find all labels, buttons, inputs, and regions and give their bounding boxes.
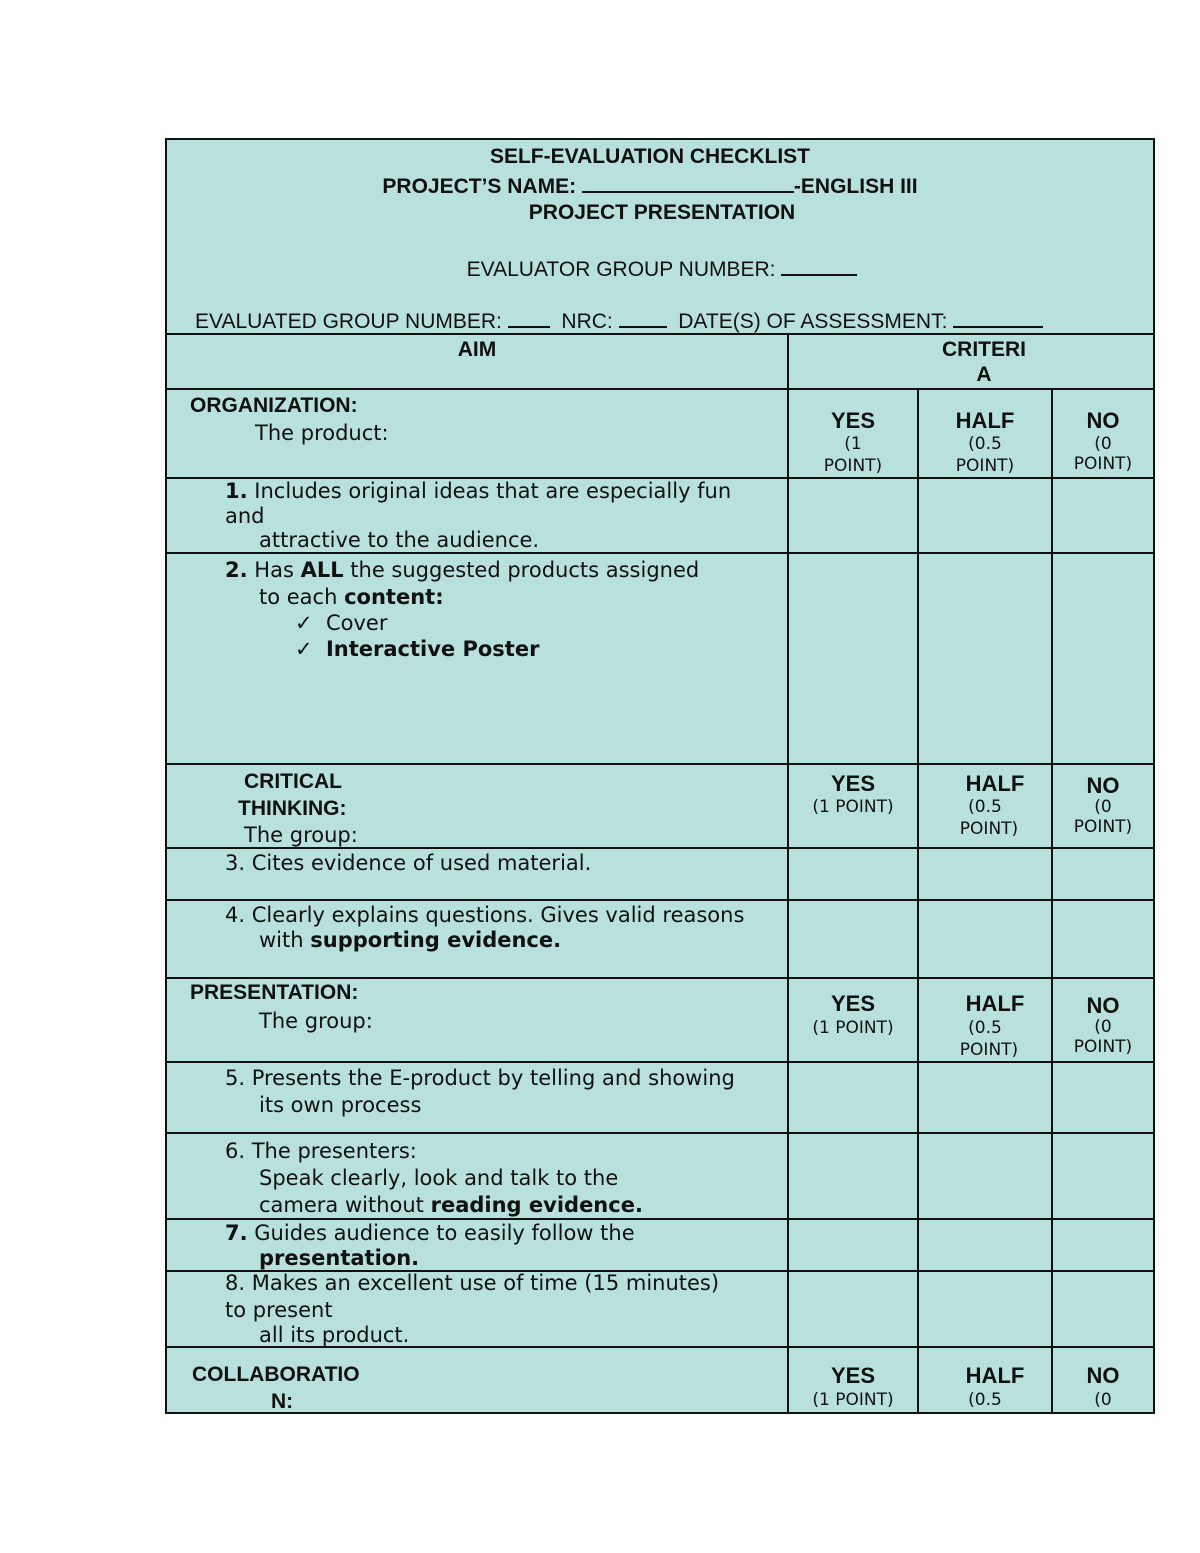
document-subtitle: PROJECT PRESENTATION [528,201,796,224]
checklist-table [165,138,1155,1414]
critical-thinking-title-wrap: THINKING: [238,797,347,820]
presentation-subject: The group: [259,1009,373,1033]
critical-thinking-title: CRITICAL [244,770,342,793]
evaluator-group-line: EVALUATOR GROUP NUMBER: [167,256,1157,283]
criterion-7: 7. Guides audience to easily follow the [225,1221,635,1245]
criterion-3: 3. Cites evidence of used material. [225,851,592,875]
criteria-heading: CRITERI [942,338,1026,361]
presentation-title: PRESENTATION: [190,981,359,1004]
criterion-1: 1. Includes original ideas that are especially fun [225,479,732,503]
half-points: POINT) [959,819,1019,839]
aim-heading: AIM [457,338,497,361]
criteria-heading-wrap: A [976,363,992,386]
criterion-8-wrap: all its product. [259,1323,410,1347]
column-divider [787,333,789,1412]
organization-title: ORGANIZATION: [190,394,358,417]
half-label: HALF [955,408,1015,433]
no-label: NO [1086,408,1120,433]
yes-points: POINT) [823,456,883,476]
criterion-5: 5. Presents the E-product by telling and showing [225,1066,735,1090]
criterion-6-wrap: camera without reading evidence. [259,1193,643,1217]
evaluated-group-line: EVALUATED GROUP NUMBER: NRC: DATE(S) OF ASSESSMENT: [195,308,1043,335]
yes-points: (1 POINT) [812,1018,894,1038]
criterion-6: 6. The presenters: [225,1139,417,1163]
yes-points: (1 POINT) [812,797,894,817]
criterion-1-wrap: and [225,504,265,528]
criterion-4: 4. Clearly explains questions. Gives valid reasons [225,903,745,927]
criterion-4-wrap: with supporting evidence. [259,928,562,952]
criterion-7-wrap: presentation. [259,1246,420,1270]
checklist-item-interactive-poster: ✓ Interactive Poster [295,637,540,661]
no-points: POINT) [1073,1037,1133,1057]
date-blank [953,308,1043,328]
document-title: SELF-EVALUATION CHECKLIST [489,145,811,168]
row-divider [167,763,1153,765]
yes-label: YES [830,1363,876,1388]
no-points: (0 [1094,1017,1112,1037]
nrc-blank [619,308,667,328]
yes-label: YES [830,991,876,1016]
critical-thinking-subject: The group: [244,823,358,847]
check-mark-icon: ✓ [295,611,313,635]
half-points: POINT) [955,456,1015,476]
evaluated-group-blank [508,308,550,328]
no-points: (0 [1094,797,1112,817]
project-name-line: PROJECT’S NAME: -ENGLISH III [382,175,918,198]
collaboration-title: COLLABORATIO [192,1363,360,1386]
criterion-8: 8. Makes an excellent use of time (15 minutes) [225,1271,720,1295]
criterion-6-wrap: Speak clearly, look and talk to the [259,1166,619,1190]
project-name-blank [582,173,794,193]
criterion-8-wrap: to present [225,1298,333,1322]
yes-label: YES [830,771,876,796]
column-divider [1051,388,1053,1412]
check-mark-icon: ✓ [295,637,313,661]
row-divider [167,1061,1153,1063]
criterion-1-wrap: attractive to the audience. [259,528,540,552]
row-divider [167,977,1153,979]
no-label: NO [1086,1363,1120,1388]
row-divider [167,388,1153,390]
no-label: NO [1086,993,1120,1018]
yes-points: (1 [844,434,862,454]
no-points: (0 [1094,434,1112,454]
criterion-5-wrap: its own process [259,1093,422,1117]
half-points: (0.5 [968,1018,1002,1038]
half-label: HALF [965,771,1025,796]
half-points: POINT) [959,1040,1019,1060]
checklist-item-cover: ✓ Cover [295,611,388,635]
column-divider [917,388,919,1412]
half-points: (0.5 [968,1390,1002,1410]
half-label: HALF [965,991,1025,1016]
yes-points: (1 POINT) [812,1390,894,1410]
half-points: (0.5 [968,797,1002,817]
no-label: NO [1086,773,1120,798]
organization-subject: The product: [255,421,389,445]
criterion-2: 2. Has ALL the suggested products assigned [225,558,700,582]
no-points: POINT) [1073,817,1133,837]
half-label: HALF [965,1363,1025,1388]
evaluator-group-blank [781,256,857,276]
row-divider [167,899,1153,901]
criterion-2-wrap: to each content: [259,585,444,609]
row-divider [167,1132,1153,1134]
no-points: (0 [1094,1390,1112,1410]
no-points: POINT) [1073,454,1133,474]
yes-label: YES [830,408,876,433]
collaboration-title-wrap: N: [271,1390,294,1413]
half-points: (0.5 [968,434,1002,454]
